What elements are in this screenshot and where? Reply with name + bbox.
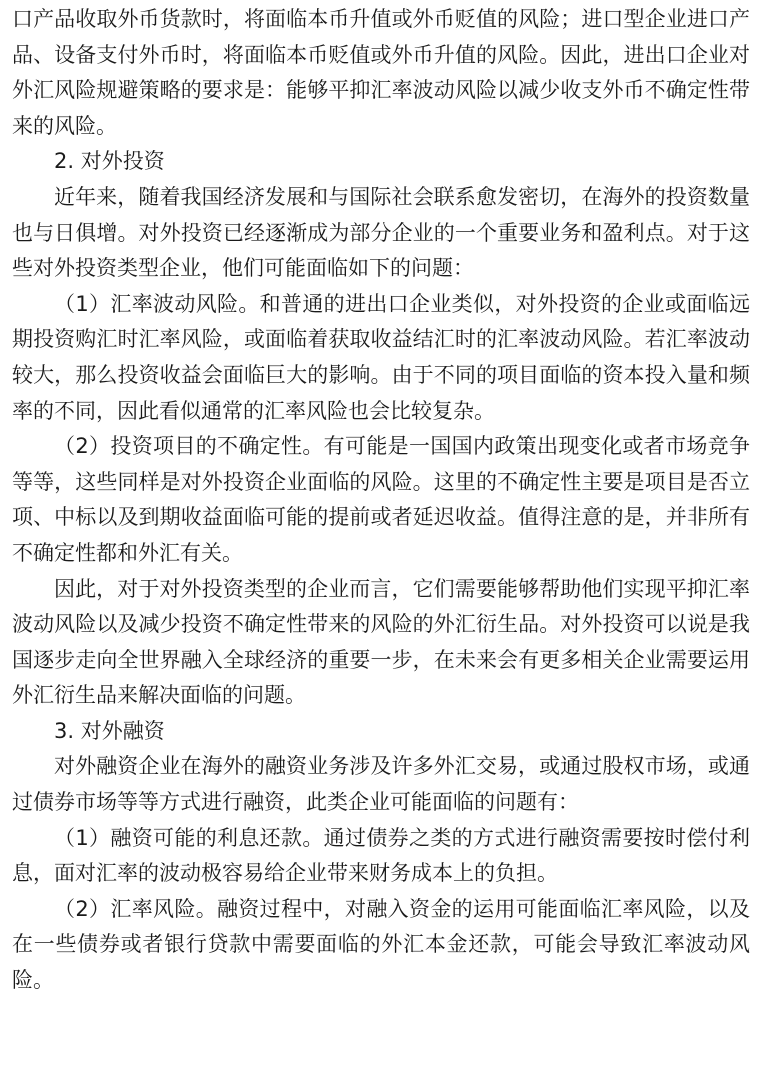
paragraph-investment-conclusion: 因此，对于对外投资类型的企业而言，它们需要能够帮助他们实现平抑汇率波动风险以及减少投资不确定性带来的风险的外汇衍生品。对外投资可以说是我国逐步走向全世界融入全球经济的重要一步，在未来会有更多相关企业需要运用外汇衍生品来解决面临的问题。 bbox=[12, 576, 750, 708]
paragraph-financing-interest: （1）融资可能的利息还款。通过债券之类的方式进行融资需要按时偿付利息，面对汇率的波动极容易给企业带来财务成本上的负担。 bbox=[12, 825, 750, 886]
section-heading-overseas-investment: 2. 对外投资 bbox=[54, 149, 165, 174]
paragraph-financing-intro: 对外融资企业在海外的融资业务涉及许多外汇交易，或通过股权市场，或通过债券市场等等方式进行融资，此类企业可能面临的问题有： bbox=[12, 754, 750, 815]
paragraph-continuation: 口产品收取外币货款时，将面临本币升值或外币贬值的风险；进口型企业进口产品、设备支付外币时，将面临本币贬值或外币升值的风险。因此，进出口企业对外汇风险规避策略的要求是：能够平抑汇率波动风险以减少收支外币不确定性带来的风险。 bbox=[12, 7, 750, 138]
paragraph-investment-fx-risk: （1）汇率波动风险。和普通的进出口企业类似，对外投资的企业或面临远期投资购汇时汇率风险，或面临着获取收益结汇时的汇率波动风险。若汇率波动较大，那么投资收益会面临巨大的影响。由于不同的项目面临的资本投入量和频率的不同，因此看似通常的汇率风险也会比较复杂。 bbox=[12, 291, 750, 423]
paragraph-investment-uncertainty: （2）投资项目的不确定性。有可能是一国国内政策出现变化或者市场竞争等等，这些同样是对外投资企业面临的风险。这里的不确定性主要是项目是否立项、中标以及到期收益面临可能的提前或者延迟收益。值得注意的是，并非所有不确定性都和外汇有关。 bbox=[12, 434, 750, 565]
paragraph-investment-intro: 近年来，随着我国经济发展和与国际社会联系愈发密切，在海外的投资数量也与日俱增。对外投资已经逐渐成为部分企业的一个重要业务和盈利点。对于这些对外投资类型企业，他们可能面临如下的问题： bbox=[12, 184, 750, 281]
paragraph-financing-fx-risk: （2）汇率风险。融资过程中，对融入资金的运用可能面临汇率风险，以及在一些债券或者银行贷款中需要面临的外汇本金还款，可能会导致汇率波动风险。 bbox=[12, 896, 750, 993]
section-heading-overseas-financing: 3. 对外融资 bbox=[54, 718, 165, 743]
